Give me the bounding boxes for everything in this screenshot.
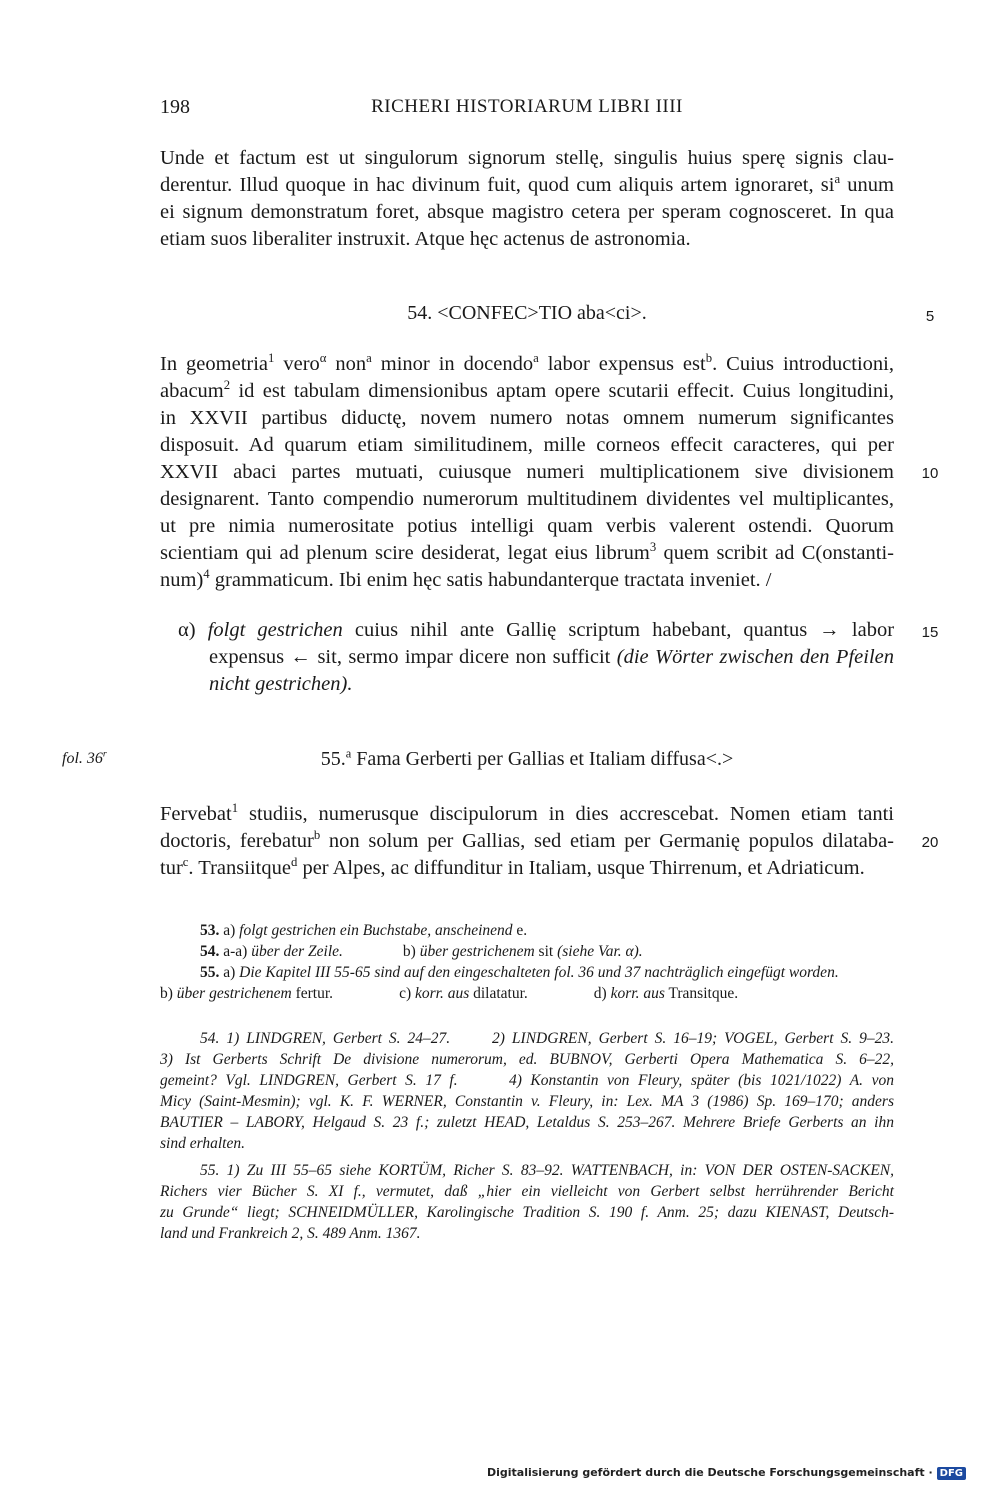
critical-apparatus: [160, 920, 894, 1004]
chapter-55-heading: 55.$^a$ Fama Gerberti per Gallias et Italiam diffusa<.>: [320, 746, 734, 770]
commentary-line: 3) Ist Gerberts Schrift De divisione numerorum, ed. BUBNOV, Gerberti Opera Mathematica S. 6–22,: [160, 1051, 894, 1068]
text-line: expensus ← sit, sermo impar dicere non sufficit (die Wörter zwischen den Pfeilen: [209, 646, 894, 668]
line-number-15: 15: [921, 624, 939, 641]
paragraph-astronomy: [160, 145, 894, 253]
paragraph-fama: [160, 801, 894, 882]
text-line: num)$^4$ grammaticum. Ibi enim hęc satis habundanterque tractata inveniet. /: [160, 567, 772, 591]
text-line: doctoris, ferebatur$^b$ non solum per Gallias, sed etiam per Germanię populos dilataba-: [160, 828, 894, 852]
text-line: scientiam qui ad plenum scire desiderat, legat eius librum$^3$ quem scribit ad C(onstanti-: [160, 540, 895, 564]
paragraph-geometry: [160, 351, 894, 594]
line-number-20: 20: [921, 834, 939, 851]
margin-folio-note: fol. 36$^r$: [62, 748, 107, 767]
apparatus-line: 54. a-a) über der Zeile. b) über gestrichenem sit (siehe Var. α).: [200, 943, 643, 960]
line-number-10: 10: [921, 465, 939, 482]
apparatus-line: 55. a) Die Kapitel III 55-65 sind auf den eingeschalteten fol. 36 und 37 nachträglich eingefügt worden.: [200, 964, 839, 981]
page-number: 198: [160, 96, 190, 118]
text-line: ei signum demonstratum foret, absque magistro cetera per speram cognosceret. In qua: [160, 201, 894, 223]
text-line: derentur. Illud quoque in hac divinum fuit, quod cum aliquis artem ignoraret, $si^a$ unum: [160, 172, 895, 196]
text-line: tur$^c$. Transiitque$^d$ per Alpes, ac diffunditur in Italiam, usque Thirrenum, et Adriaticum.: [160, 855, 865, 879]
text-line: XXVII abaci partes mutuati, cuiusque numeri multiplicationem sive divisionem: [160, 461, 894, 483]
text-line: designarent. Tanto compendio numerorum multitudinem dividentes vel multiplicantes,: [160, 488, 894, 510]
commentary-line: land und Frankreich 2, S. 489 Anm. 1367.: [160, 1225, 421, 1242]
chapter-54-heading: 54. <CONFEC>TIO aba<ci>.: [407, 302, 647, 324]
commentary-line: sind erhalten.: [160, 1135, 245, 1152]
dfg-logo: DFG: [937, 1467, 966, 1480]
digitization-credit: Digitalisierung gefördert durch die Deutsche Forschungsgemeinschaft · DFG: [487, 1466, 966, 1480]
running-head: [160, 96, 894, 126]
text-line: α) folgt gestrichen cuius nihil ante Gallię scriptum habebant, quantus → labor: [178, 619, 895, 641]
commentary-line: gemeint? Vgl. LINDGREN, Gerbert S. 17 f. 4) Konstantin von Fleury, später (bis 1021/1022) A. von: [160, 1072, 894, 1089]
commentary-line: zu Grunde“ liegt; SCHNEIDMÜLLER, Karolingische Tradition S. 190 f. Anm. 25; dazu KIENAST, Deutsch-: [160, 1204, 894, 1221]
text-line: etiam suos liberaliter instruxit. Atque hęc actenus de astronomia.: [160, 228, 691, 250]
text-line: ut pre nimia numerositate potius intelligi quam verbis valerent ostendi. Quorum: [160, 515, 894, 537]
text-line: nicht gestrichen).: [209, 673, 353, 695]
commentary-line: Micy (Saint-Mesmin); vgl. K. F. WERNER, Constantin v. Fleury, in: Lex. MA 3 (1986) Sp. 169–170; anders: [160, 1093, 894, 1110]
commentary-line: Richers vier Bücher S. XI f., vermutet, daß „hier ein vielleicht von Gerbert selbst herrührender Bericht: [160, 1183, 894, 1200]
text-line: abacum$^2$ id est tabulam dimensionibus aptam opere scutarii effecit. Cuius longitudini,: [160, 378, 894, 402]
text-line: disposuit. Ad quarum etiam similitudinem, mille corneos effecit caracteres, qui per: [160, 434, 894, 456]
text-line: In geometria$^1$ vero$^\alpha$ non$^a$ minor in docendo$^a$ labor expensus est$^b$. Cuius introductioni,: [160, 351, 895, 375]
text-line: in XXVII partibus diductę, novem numero notas omnem numerum significantes: [160, 407, 894, 429]
running-title: RICHERI HISTORIARUM LIBRI IIII: [371, 96, 683, 117]
text-line: Fervebat$^1$ studiis, numerusque discipulorum in dies accrescebat. Nomen etiam tanti: [160, 801, 894, 825]
commentary-line: 54. 1) LINDGREN, Gerbert S. 24–27. 2) LINDGREN, Gerbert S. 16–19; VOGEL, Gerbert S. 9–23.: [200, 1030, 894, 1047]
commentary-notes: [160, 1028, 894, 1244]
apparatus-line: 53. a) folgt gestrichen ein Buchstabe, anscheinend e.: [200, 922, 528, 939]
line-number-5: 5: [925, 308, 935, 325]
text-line: Unde et factum est ut singulorum signorum stellę, singulis huius sperę signis clau-: [160, 147, 894, 169]
apparatus-line: b) über gestrichenem fertur. c) korr. aus dilatatur. d) korr. aus Transitque.: [160, 985, 739, 1002]
commentary-line: BAUTIER – LABORY, Helgaud S. 23 f.; zuletzt HEAD, Letaldus S. 253–267. Mehrere Briefe Gerberts an ihn: [160, 1114, 894, 1131]
commentary-line: 55. 1) Zu III 55–65 siehe KORTÜM, Richer S. 83–92. WATTENBACH, in: VON DER OSTEN-SACKEN,: [200, 1162, 894, 1179]
variant-note-alpha: [178, 617, 894, 698]
